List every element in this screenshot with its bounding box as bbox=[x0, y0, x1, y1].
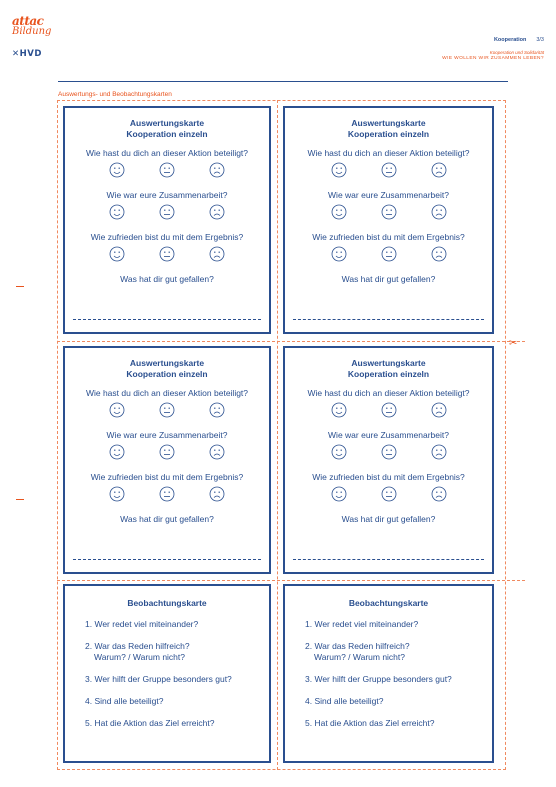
evaluation-card bbox=[283, 346, 494, 574]
hvd-logo: ✕HVD bbox=[12, 49, 42, 59]
sad-face-icon bbox=[431, 486, 447, 502]
happy-face-icon bbox=[109, 162, 125, 178]
card-subtitle: Kooperation einzeln bbox=[347, 129, 430, 139]
smiley-row bbox=[314, 246, 464, 262]
question: Wie war eure Zusammenarbeit? bbox=[106, 430, 228, 440]
smiley-row bbox=[92, 204, 242, 220]
happy-face-icon bbox=[331, 402, 347, 418]
sad-face-icon bbox=[431, 246, 447, 262]
horizontal-cut-line bbox=[57, 341, 525, 342]
card-title: Beobachtungskarte bbox=[127, 598, 207, 608]
smiley-row bbox=[92, 246, 242, 262]
list-item: 2. War das Reden hilfreich? Warum? / Warum nicht? bbox=[85, 641, 190, 662]
question-list bbox=[285, 619, 492, 729]
topic-label: Kooperation bbox=[493, 37, 527, 43]
list-item: 3. Wer hilft der Gruppe besonders gut? bbox=[305, 674, 452, 684]
neutral-face-icon bbox=[381, 444, 397, 460]
page-header bbox=[442, 37, 544, 61]
horizontal-cut-line bbox=[57, 580, 525, 581]
smiley-row bbox=[92, 486, 242, 502]
neutral-face-icon bbox=[381, 204, 397, 220]
card-title: Auswertungskarte bbox=[129, 118, 205, 128]
fold-mark bbox=[16, 286, 24, 287]
list-item: 5. Hat die Aktion das Ziel erreicht? bbox=[305, 718, 435, 728]
neutral-face-icon bbox=[159, 204, 175, 220]
neutral-face-icon bbox=[159, 246, 175, 262]
final-question: Was hat dir gut gefallen? bbox=[341, 274, 436, 284]
neutral-face-icon bbox=[381, 162, 397, 178]
card-title: Auswertungskarte bbox=[129, 358, 205, 368]
question: Wie war eure Zusammenarbeit? bbox=[328, 430, 449, 440]
answer-line bbox=[293, 319, 484, 320]
list-item: 4. Sind alle beteiligt? bbox=[305, 696, 384, 706]
sad-face-icon bbox=[209, 486, 225, 502]
happy-face-icon bbox=[109, 246, 125, 262]
neutral-face-icon bbox=[381, 486, 397, 502]
section-title: Auswertungs- und Beobachtungskarten bbox=[58, 91, 172, 98]
sad-face-icon bbox=[209, 246, 225, 262]
evaluation-card bbox=[283, 106, 494, 334]
sad-face-icon bbox=[209, 402, 225, 418]
smiley-row bbox=[92, 162, 242, 178]
happy-face-icon bbox=[331, 204, 347, 220]
attac-logo: attac bbox=[12, 14, 44, 28]
neutral-face-icon bbox=[159, 162, 175, 178]
question: Wie hast du dich an dieser Aktion beteiligt? bbox=[85, 388, 249, 398]
answer-line bbox=[73, 319, 261, 320]
sad-face-icon bbox=[431, 402, 447, 418]
question: Wie war eure Zusammenarbeit? bbox=[106, 190, 228, 200]
question: Wie zufrieden bist du mit dem Ergebnis? bbox=[90, 232, 244, 242]
happy-face-icon bbox=[109, 486, 125, 502]
final-question: Was hat dir gut gefallen? bbox=[120, 274, 214, 284]
list-item: 3. Wer hilft der Gruppe besonders gut? bbox=[85, 674, 232, 684]
smiley-row bbox=[314, 204, 464, 220]
logo-block bbox=[12, 16, 51, 59]
card-subtitle: Kooperation einzeln bbox=[126, 369, 208, 379]
sad-face-icon bbox=[209, 162, 225, 178]
evaluation-card bbox=[63, 346, 271, 574]
neutral-face-icon bbox=[159, 402, 175, 418]
happy-face-icon bbox=[331, 444, 347, 460]
list-item: 5. Hat die Aktion das Ziel erreicht? bbox=[85, 718, 215, 728]
neutral-face-icon bbox=[159, 486, 175, 502]
header-rule bbox=[58, 81, 508, 82]
sad-face-icon bbox=[431, 162, 447, 178]
smiley-row bbox=[314, 402, 464, 418]
happy-face-icon bbox=[109, 402, 125, 418]
observation-card bbox=[63, 584, 271, 763]
card-subtitle: Kooperation einzeln bbox=[126, 129, 208, 139]
sad-face-icon bbox=[431, 204, 447, 220]
card-title: Auswertungskarte bbox=[351, 118, 426, 128]
bildung-logo: Bildung bbox=[12, 26, 52, 37]
final-question: Was hat dir gut gefallen? bbox=[120, 514, 214, 524]
happy-face-icon bbox=[331, 486, 347, 502]
fold-mark bbox=[16, 499, 24, 500]
page-number: 3/3 bbox=[536, 37, 544, 43]
question: Wie war eure Zusammenarbeit? bbox=[328, 190, 449, 200]
scissors-icon: ✂ bbox=[509, 338, 518, 349]
smiley-row bbox=[314, 162, 464, 178]
card-title: Auswertungskarte bbox=[351, 358, 426, 368]
happy-face-icon bbox=[331, 162, 347, 178]
happy-face-icon bbox=[109, 444, 125, 460]
question: Wie zufrieden bist du mit dem Ergebnis? bbox=[312, 232, 465, 242]
list-item: 1. Wer redet viel miteinander? bbox=[85, 619, 199, 629]
sad-face-icon bbox=[209, 204, 225, 220]
theme-title: WIE WOLLEN WIR ZUSAMMEN LEBEN? bbox=[442, 56, 544, 61]
final-question: Was hat dir gut gefallen? bbox=[341, 514, 436, 524]
answer-line bbox=[73, 559, 261, 560]
evaluation-card bbox=[63, 106, 271, 334]
question: Wie hast du dich an dieser Aktion beteiligt? bbox=[307, 388, 470, 398]
answer-line bbox=[293, 559, 484, 560]
happy-face-icon bbox=[331, 246, 347, 262]
smiley-row bbox=[92, 402, 242, 418]
list-item: 4. Sind alle beteiligt? bbox=[85, 696, 164, 706]
neutral-face-icon bbox=[381, 246, 397, 262]
sad-face-icon bbox=[209, 444, 225, 460]
card-title: Beobachtungskarte bbox=[348, 598, 429, 608]
question: Wie zufrieden bist du mit dem Ergebnis? bbox=[312, 472, 465, 482]
subtitle: Kooperation und Solidarität bbox=[489, 50, 544, 55]
smiley-row bbox=[314, 444, 464, 460]
happy-face-icon bbox=[109, 204, 125, 220]
list-item: 2. War das Reden hilfreich? Warum? / Warum nicht? bbox=[305, 641, 410, 662]
question: Wie hast du dich an dieser Aktion beteiligt? bbox=[85, 148, 249, 158]
sad-face-icon bbox=[431, 444, 447, 460]
smiley-row bbox=[314, 486, 464, 502]
question-list bbox=[65, 619, 269, 729]
list-item: 1. Wer redet viel miteinander? bbox=[305, 619, 419, 629]
question: Wie zufrieden bist du mit dem Ergebnis? bbox=[90, 472, 244, 482]
neutral-face-icon bbox=[159, 444, 175, 460]
card-subtitle: Kooperation einzeln bbox=[347, 369, 430, 379]
question: Wie hast du dich an dieser Aktion beteiligt? bbox=[307, 148, 470, 158]
smiley-row bbox=[92, 444, 242, 460]
vertical-cut-line bbox=[277, 100, 278, 770]
observation-card bbox=[283, 584, 494, 763]
neutral-face-icon bbox=[381, 402, 397, 418]
